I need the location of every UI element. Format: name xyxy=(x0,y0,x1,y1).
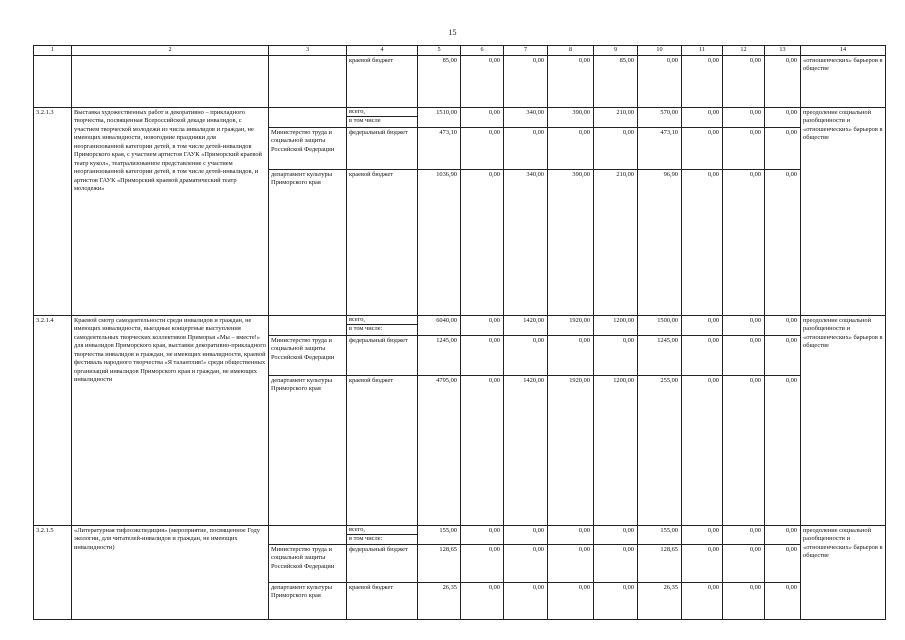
value-cell: 1245,00 xyxy=(418,336,461,376)
value-cell: 255,00 xyxy=(638,376,682,526)
executor: департамент культуры Приморского края xyxy=(269,582,347,619)
value-cell: 0,00 xyxy=(548,544,594,582)
value-cell: 0,00 xyxy=(765,376,801,526)
header-cell: 2 xyxy=(72,46,269,56)
value-cell: 473,10 xyxy=(418,128,461,170)
value-cell: 0,00 xyxy=(461,544,504,582)
value-cell: 0,00 xyxy=(765,128,801,170)
value-cell: 0,00 xyxy=(461,526,504,545)
value-cell: 0,00 xyxy=(548,526,594,545)
value-cell: 0,00 xyxy=(682,544,723,582)
expected-result: «отношенческих» барьеров в обществе xyxy=(801,56,886,108)
expected-result: преодоление социальной разобщенности и «отношенческих» барьеров в обществе xyxy=(801,526,886,620)
value-cell: 0,00 xyxy=(723,336,765,376)
funding-source xyxy=(347,108,418,128)
funding-source: краевой бюджет xyxy=(347,170,418,316)
value-cell: 340,00 xyxy=(504,108,548,128)
funding-source: федеральный бюджет xyxy=(347,544,418,582)
value-cell: 1200,00 xyxy=(594,316,638,336)
value-cell: 0,00 xyxy=(461,582,504,619)
value-cell: 0,00 xyxy=(548,56,594,108)
header-row xyxy=(34,46,886,56)
funding-source xyxy=(347,526,418,545)
funding-source: федеральный бюджет xyxy=(347,128,418,170)
funding-source-including: в том числе: xyxy=(349,535,383,543)
header-cell: 10 xyxy=(638,46,682,56)
table-row xyxy=(34,526,886,545)
value-cell: 473,10 xyxy=(638,128,682,170)
value-cell: 0,00 xyxy=(504,56,548,108)
value-cell: 0,00 xyxy=(723,170,765,316)
value-cell: 0,00 xyxy=(504,582,548,619)
value-cell: 0,00 xyxy=(461,108,504,128)
header-cell: 12 xyxy=(723,46,765,56)
value-cell: 1510,00 xyxy=(418,108,461,128)
header-cell: 7 xyxy=(504,46,548,56)
funding-source: краевой бюджет xyxy=(347,376,418,526)
item-number: 3.2.1.5 xyxy=(34,526,72,620)
page-number: 15 xyxy=(448,28,457,37)
value-cell: 0,00 xyxy=(682,526,723,545)
value-cell: 210,00 xyxy=(594,170,638,316)
value-cell: 0,00 xyxy=(765,544,801,582)
item-number: 3.2.1.3 xyxy=(34,108,72,316)
value-cell: 0,00 xyxy=(594,128,638,170)
value-cell: 0,00 xyxy=(548,582,594,619)
value-cell: 128,65 xyxy=(638,544,682,582)
value-cell: 0,00 xyxy=(765,336,801,376)
executor xyxy=(269,108,347,128)
value-cell: 0,00 xyxy=(765,108,801,128)
table-row xyxy=(34,108,886,128)
value-cell: 26,35 xyxy=(418,582,461,619)
value-cell: 1036,90 xyxy=(418,170,461,316)
funding-source: краевой бюджет xyxy=(347,56,418,108)
executor xyxy=(269,316,347,336)
value-cell: 0,00 xyxy=(461,376,504,526)
value-cell: 0,00 xyxy=(723,108,765,128)
value-cell: 0,00 xyxy=(682,582,723,619)
value-cell: 0,00 xyxy=(504,128,548,170)
header-cell: 14 xyxy=(801,46,886,56)
value-cell: 0,00 xyxy=(765,316,801,336)
value-cell: 0,00 xyxy=(461,128,504,170)
value-cell: 0,00 xyxy=(594,526,638,545)
value-cell: 0,00 xyxy=(765,170,801,316)
value-cell: 1420,00 xyxy=(504,376,548,526)
value-cell: 155,00 xyxy=(638,526,682,545)
item-title: Выставка художественных работ и декоративно – прикладного творчества, посвященная Всероссийской декаде инвалидов, с участием творческой молодежи из числа инвалидов и граждан, не имеющих инвалидности, новогодние праздники для неорганизованной категории детей, в том числе детей-инвалидов Приморского края, с участием артистов ГАУК «Приморский краевой театр кукол», театрализованное представление с участием неорганизованной категории детей, в том числе детей-инвалидов, и артистов ГАУК «Приморский краевой драматический театр молодежи» xyxy=(72,108,269,316)
value-cell: 1245,00 xyxy=(638,336,682,376)
value-cell: 0,00 xyxy=(765,56,801,108)
value-cell: 0,00 xyxy=(638,56,682,108)
value-cell: 0,00 xyxy=(548,128,594,170)
value-cell: 1920,00 xyxy=(548,316,594,336)
value-cell: 0,00 xyxy=(594,544,638,582)
expected-result: преодоление социальной разобщенности и «отношенческих» барьеров в обществе xyxy=(801,108,886,316)
value-cell: 6040,00 xyxy=(418,316,461,336)
item-title: «Литературная тифлоэкспедиция» (мероприятие, посвященное Году экологии, для читателей-инвалидов и граждан, не имеющих инвалидности) xyxy=(72,526,269,620)
value-cell: 0,00 xyxy=(682,376,723,526)
value-cell: 4795,00 xyxy=(418,376,461,526)
program-table xyxy=(33,45,886,620)
value-cell: 1500,00 xyxy=(638,316,682,336)
header-cell: 6 xyxy=(461,46,504,56)
value-cell: 0,00 xyxy=(504,336,548,376)
executor: департамент культуры Приморского края xyxy=(269,170,347,316)
value-cell: 26,35 xyxy=(638,582,682,619)
value-cell: 0,00 xyxy=(548,336,594,376)
value-cell: 0,00 xyxy=(682,128,723,170)
expected-result: преодоление социальной разобщенности и «отношенческих» барьеров в обществе xyxy=(801,316,886,526)
value-cell: 0,00 xyxy=(765,582,801,619)
header-cell: 13 xyxy=(765,46,801,56)
funding-source-including: в том числе xyxy=(349,117,381,125)
value-cell: 390,00 xyxy=(548,170,594,316)
value-cell: 0,00 xyxy=(594,582,638,619)
funding-source: краевой бюджет xyxy=(347,582,418,619)
value-cell: 0,00 xyxy=(504,544,548,582)
funding-source-total: всего, xyxy=(347,108,417,117)
item-title: Краевой смотр самодеятельности среди инвалидов и граждан, не имеющих инвалидности, выездные концертные выступления самодеятельных творческих коллективов Приморья «Мы – вместе!» для инвалидов Приморского края, выставки декоративно-прикладного творчества инвалидов и граждан, не имеющих инвалидности, краевой фестиваль народного творчества «Я талантлив!» среди общественных организаций инвалидов Приморского края и граждан, не имеющих инвалидности xyxy=(72,316,269,526)
value-cell: 0,00 xyxy=(461,170,504,316)
value-cell: 0,00 xyxy=(723,526,765,545)
value-cell: 0,00 xyxy=(461,56,504,108)
header-cell: 9 xyxy=(594,46,638,56)
value-cell: 0,00 xyxy=(723,56,765,108)
executor: департамент культуры Приморского края xyxy=(269,376,347,526)
value-cell: 1420,00 xyxy=(504,316,548,336)
value-cell: 0,00 xyxy=(723,582,765,619)
header-cell: 8 xyxy=(548,46,594,56)
header-cell: 3 xyxy=(269,46,347,56)
header-cell: 5 xyxy=(418,46,461,56)
header-cell: 4 xyxy=(347,46,418,56)
value-cell: 128,65 xyxy=(418,544,461,582)
executor: Министерство труда и социальной защиты Российской Федерации xyxy=(269,544,347,582)
value-cell: 390,00 xyxy=(548,108,594,128)
value-cell: 0,00 xyxy=(594,336,638,376)
value-cell: 340,00 xyxy=(504,170,548,316)
value-cell: 0,00 xyxy=(723,128,765,170)
value-cell: 0,00 xyxy=(723,376,765,526)
funding-source xyxy=(347,316,418,336)
value-cell: 210,00 xyxy=(594,108,638,128)
value-cell: 0,00 xyxy=(682,108,723,128)
item-number: 3.2.1.4 xyxy=(34,316,72,526)
value-cell: 85,00 xyxy=(594,56,638,108)
value-cell: 96,90 xyxy=(638,170,682,316)
value-cell: 0,00 xyxy=(723,316,765,336)
value-cell: 0,00 xyxy=(682,316,723,336)
executor xyxy=(269,526,347,545)
executor: Министерство труда и социальной защиты Российской Федерации xyxy=(269,128,347,170)
value-cell: 0,00 xyxy=(723,544,765,582)
executor: Министерство труда и социальной защиты Российской Федерации xyxy=(269,336,347,376)
value-cell: 0,00 xyxy=(765,526,801,545)
value-cell: 0,00 xyxy=(461,336,504,376)
value-cell: 570,00 xyxy=(638,108,682,128)
funding-source-total: всего, xyxy=(347,526,417,535)
header-cell: 11 xyxy=(682,46,723,56)
value-cell: 0,00 xyxy=(682,170,723,316)
header-cell: 1 xyxy=(34,46,72,56)
continuation-row xyxy=(34,56,886,108)
value-cell: 85,00 xyxy=(418,56,461,108)
value-cell: 0,00 xyxy=(504,526,548,545)
table-row xyxy=(34,316,886,336)
value-cell: 0,00 xyxy=(461,316,504,336)
value-cell: 1920,00 xyxy=(548,376,594,526)
funding-source-including: в том числе: xyxy=(349,325,383,333)
funding-source-total: всего, xyxy=(347,316,417,325)
funding-source: федеральный бюджет xyxy=(347,336,418,376)
value-cell: 1200,00 xyxy=(594,376,638,526)
value-cell: 0,00 xyxy=(682,56,723,108)
value-cell: 0,00 xyxy=(682,336,723,376)
value-cell: 155,00 xyxy=(418,526,461,545)
